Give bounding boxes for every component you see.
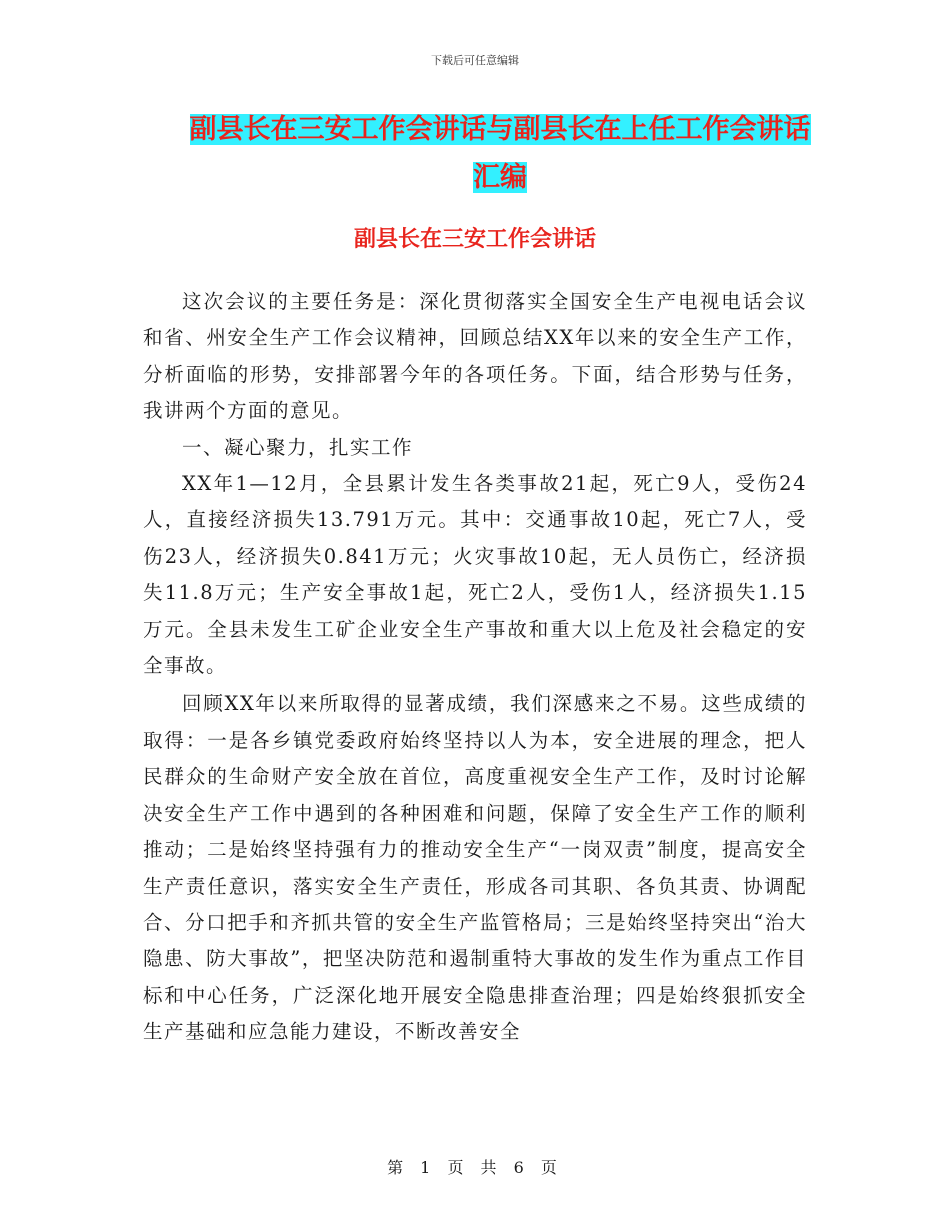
document-title (150, 106, 850, 202)
page-header-note: 下载后可任意编辑 (431, 54, 519, 67)
paragraph-intro: 这次会议的主要任务是：深化贯彻落实全国安全生产电视电话会议和省、州安全生产工作会议精神，回顾总结XX年以来的安全生产工作，分析面临的形势，安排部署今年的各项任务。下面，结合形势与任务，我讲两个方面的意见。 (143, 290, 807, 423)
document-body (143, 284, 807, 1051)
paragraph-review: 回顾XX年以来所取得的显著成绩，我们深感来之不易。这些成绩的取得：一是各乡镇党委政府始终坚持以人为本，安全进展的理念，把人民群众的生命财产安全放在首位，高度重视安全生产工作，及时讨论解决安全生产工作中遇到的各种困难和问题，保障了安全生产工作的顺利推动；二是始终坚持强有力的推动安全生产“一岗双责”制度，提高安全生产责任意识，落实安全生产责任，形成各司其职、各负其责、协调配合、分口把手和齐抓共管的安全生产监管格局；三是始终坚持突出“治大隐患、防大事故”，把坚决防范和遏制重特大事故的发生作为重点工作目标和中心任务，广泛深化地开展安全隐患排查治理；四是始终狠抓安全生产基础和应急能力建设，不断改善安全 (143, 692, 807, 1044)
paragraph-statistics: XX年1—12月，全县累计发生各类事故21起，死亡9人，受伤24人，直接经济损失13.791万元。其中：交通事故10起，死亡7人，受伤23人，经济损失0.841万元；火灾事故10起，无人员伤亡，经济损失11.8万元；生产安全事故1起，死亡2人，受伤1人，经济损失1.15万元。全县未发生工矿企业安全生产事故和重大以上危及社会稳定的安全事故。 (143, 472, 807, 678)
document-title-line-1: 副县长在三安工作会讲话与副县长在上任工作会讲话 (189, 114, 811, 145)
page-number-footer: 第 1 页 共 6 页 (387, 1158, 563, 1177)
section-title: 副县长在三安工作会讲话 (353, 227, 596, 252)
document-title-line-2: 汇编 (473, 162, 527, 193)
paragraph-heading-1: 一、凝心聚力，扎实工作 (182, 435, 414, 459)
